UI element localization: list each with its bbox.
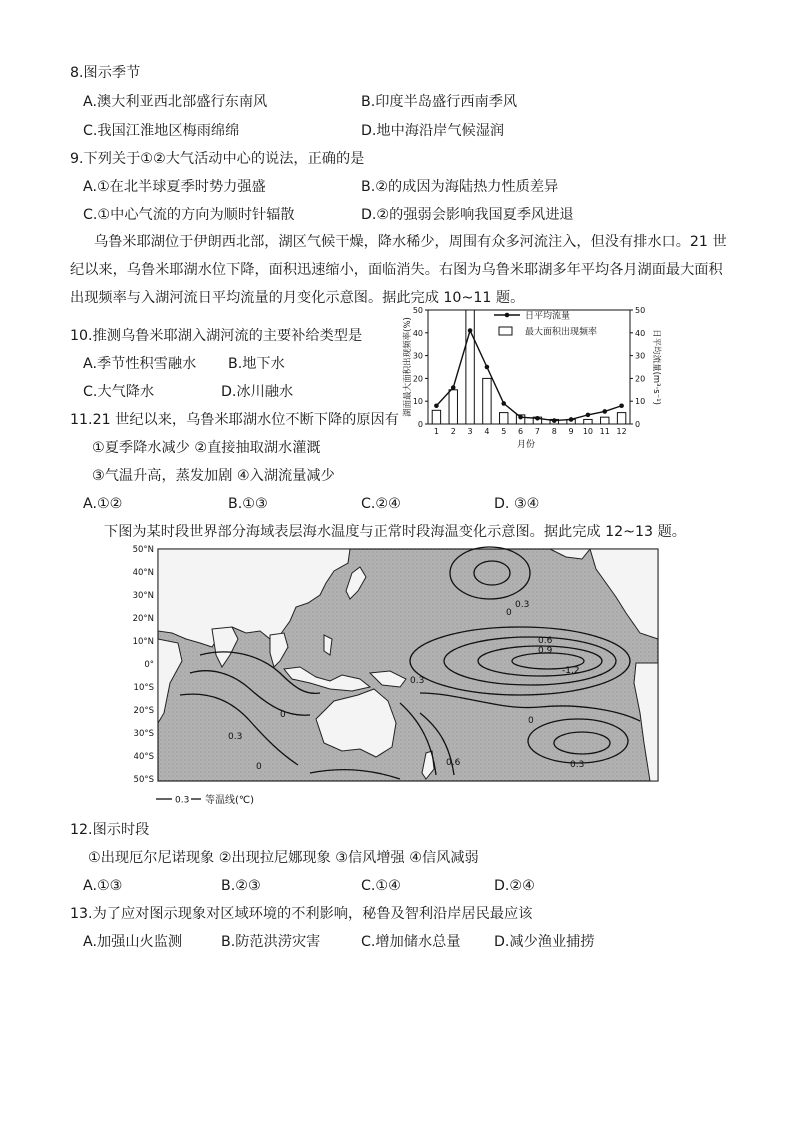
- q11-items-line2: ③气温升高，蒸发加剧 ④入湖流量减少: [92, 468, 335, 484]
- frequency-bar: [601, 417, 609, 424]
- lat-label-10s: 10°S: [133, 683, 154, 693]
- q11-items-line1: ①夏季降水减少 ②直接抽取湖水灌溉: [92, 440, 321, 456]
- q10-option-b: B.地下水: [228, 356, 285, 372]
- passage2: 下图为某时段世界部分海域表层海水温度与正常时段海温变化示意图。据此完成 12~13 题。: [104, 524, 686, 540]
- frequency-bar: [449, 390, 457, 424]
- left-axis-tick-label: 0: [417, 420, 423, 429]
- q8-option-a: A.澳大利亚西北部盛行东南风: [83, 94, 268, 110]
- flow-point: [619, 403, 624, 408]
- x-axis-tick-label: 1: [433, 427, 439, 436]
- x-axis-tick-label: 7: [534, 427, 540, 436]
- latitude-labels: [133, 545, 154, 785]
- x-axis-tick-label: 2: [450, 427, 456, 436]
- q9-option-c: C.①中心气流的方向为顺时针辐散: [83, 207, 295, 223]
- q12-stem: 12.图示时段: [70, 822, 150, 838]
- legend-dot-symbol: [505, 313, 510, 318]
- q9-option-d: D.②的强弱会影响我国夏季风进退: [361, 207, 574, 223]
- q13-option-a: A.加强山火监测: [83, 934, 183, 950]
- q12-option-c: C.①④: [361, 878, 401, 894]
- x-axis-tick-label: 11: [599, 427, 610, 436]
- passage1-line3: 出现频率与入湖河流日平均流量的月变化示意图。据此完成 10~11 题。: [70, 290, 525, 306]
- q13-stem: 13.为了应对图示现象对区域环境的不利影响，秘鲁及智利沿岸居民最应该: [70, 906, 533, 922]
- left-axis-tick-label: 50: [412, 306, 423, 315]
- flow-point: [485, 365, 490, 370]
- lat-label-10n: 10°N: [132, 637, 154, 647]
- q11-option-b: B.①③: [228, 496, 268, 512]
- q9-stem: 9.下列关于①②大气活动中心的说法，正确的是: [70, 151, 365, 167]
- lat-label-30n: 30°N: [132, 591, 154, 601]
- chart-right-axis-label: 日平均流量(m³·s⁻¹): [651, 329, 661, 405]
- flow-point: [569, 417, 574, 422]
- lat-label-20s: 20°S: [133, 706, 154, 716]
- philippines-landmass: [324, 635, 332, 655]
- q11-option-d: D. ③④: [494, 496, 540, 512]
- flow-point: [434, 403, 439, 408]
- legend-bar-label: 最大面积出现频率: [525, 327, 598, 338]
- map-legend-value: 0.3: [175, 795, 190, 806]
- x-axis-tick-label: 3: [467, 427, 473, 436]
- q9-option-b: B.②的成因为海陆热力性质差异: [361, 179, 559, 195]
- q12-option-d: D.②④: [494, 878, 535, 894]
- frequency-bar: [617, 413, 625, 424]
- flow-point: [602, 409, 607, 414]
- lat-label-40n: 40°N: [132, 568, 154, 578]
- x-axis-tick-label: 4: [484, 427, 490, 436]
- isotherm-label-2: 0: [280, 710, 286, 720]
- q10-option-d: D.冰川融水: [221, 384, 294, 400]
- flow-line: [436, 331, 621, 421]
- q11-option-a: A.①②: [83, 496, 123, 512]
- isotherm-label-3: 0: [256, 762, 262, 772]
- q11-stem: 11.21 世纪以来，乌鲁米耶湖水位不断下降的原因有: [70, 412, 399, 428]
- map-legend-text: 等温线(℃): [205, 795, 255, 806]
- q10-stem: 10.推测乌鲁米耶湖入湖河流的主要补给类型是: [70, 328, 363, 344]
- q10-option-a: A.季节性积雪融水: [83, 356, 197, 372]
- chart-left-axis-label: 湖面最大面积出现频率(%): [403, 317, 413, 417]
- right-axis-tick-label: 40: [635, 328, 646, 338]
- q8-option-c: C.我国江淮地区梅雨绵绵: [83, 123, 240, 139]
- flow-point: [451, 385, 456, 390]
- isotherm-label-10: -1.2: [562, 666, 580, 676]
- x-axis-tick-label: 8: [551, 427, 557, 436]
- isotherm-label-8: 0.6: [538, 636, 553, 646]
- x-axis-tick-label: 6: [518, 427, 524, 436]
- q8-option-b: B.印度半岛盛行西南季风: [361, 94, 518, 110]
- x-axis-tick-label: 9: [568, 427, 574, 436]
- lake-flow-chart: [398, 300, 666, 452]
- isotherm-label-1: 0.3: [515, 600, 530, 610]
- frequency-bar: [483, 378, 491, 424]
- lat-label-0: 0°: [144, 660, 154, 670]
- q12-option-b: B.②③: [221, 878, 261, 894]
- q8-option-d: D.地中海沿岸气候湿润: [361, 123, 505, 139]
- isotherm-label-11: 0: [506, 608, 512, 618]
- x-axis-tick-label: 10: [582, 427, 594, 436]
- isotherm-label-9: 0.9: [538, 646, 553, 656]
- isotherm-label-4: 0.3: [228, 732, 243, 742]
- legend-line-label: 日平均流量: [525, 311, 571, 322]
- q13-option-b: B.防范洪涝灾害: [221, 934, 321, 950]
- q13-option-d: D.减少渔业捕捞: [494, 934, 595, 950]
- lat-label-30s: 30°S: [133, 729, 154, 739]
- lat-label-50s: 50°S: [133, 775, 154, 785]
- frequency-bar: [432, 410, 440, 424]
- left-axis-tick-label: 10: [412, 397, 423, 407]
- right-axis-tick-label: 20: [635, 374, 646, 384]
- left-axis-tick-label: 30: [412, 351, 423, 361]
- flow-point: [468, 328, 473, 333]
- isotherm-label-7: 0.3: [570, 760, 585, 770]
- x-axis-tick-label: 12: [616, 427, 627, 436]
- passage1-line2: 纪以来，乌鲁米耶湖水位下降，面积迅速缩小，面临消失。右图为乌鲁米耶湖多年平均各月湖面最大面积: [70, 262, 723, 278]
- flow-point: [535, 416, 540, 421]
- left-axis-tick-label: 40: [412, 328, 423, 338]
- isotherm-label-12: 0.3: [410, 676, 425, 686]
- frequency-bar: [466, 310, 474, 424]
- frequency-bar: [584, 419, 592, 424]
- q12-items: ①出现厄尔尼诺现象 ②出现拉尼娜现象 ③信风增强 ④信风减弱: [88, 850, 479, 866]
- map-legend: [156, 793, 254, 806]
- isotherm-label-5: 0: [528, 716, 534, 726]
- q10-option-c: C.大气降水: [83, 384, 155, 400]
- q8-stem: 8.图示季节: [70, 65, 141, 81]
- lat-label-20n: 20°N: [132, 614, 154, 624]
- chart-ticks: [413, 306, 645, 436]
- lat-label-50n: 50°N: [132, 545, 154, 555]
- x-axis-tick-label: 5: [501, 427, 507, 436]
- q13-option-c: C.增加储水总量: [361, 934, 461, 950]
- flow-point: [518, 415, 523, 420]
- flow-point: [501, 401, 506, 406]
- sst-anomaly-map: [120, 543, 665, 808]
- q9-option-a: A.①在北半球夏季时势力强盛: [83, 179, 266, 195]
- q12-option-a: A.①③: [83, 878, 123, 894]
- flow-point: [586, 413, 591, 418]
- chart-x-label: 月份: [516, 440, 536, 450]
- right-axis-tick-label: 10: [635, 397, 646, 407]
- chart-line: [434, 328, 624, 423]
- left-axis-tick-label: 20: [412, 374, 423, 384]
- frequency-bar: [500, 413, 508, 424]
- passage1-line1: 乌鲁米耶湖位于伊朗西北部，湖区气候干燥，降水稀少，周围有众多河流注入，但没有排水口。21 世: [94, 234, 727, 250]
- right-axis-tick-label: 30: [635, 351, 646, 361]
- flow-point: [552, 418, 557, 423]
- q11-option-c: C.②④: [361, 496, 401, 512]
- right-axis-tick-label: 50: [635, 306, 646, 315]
- legend-bar-symbol: [499, 327, 512, 335]
- right-axis-tick-label: 0: [635, 420, 641, 429]
- isotherm-label-6: 0.6: [446, 758, 461, 768]
- chart-legend: [494, 310, 597, 338]
- lat-label-40s: 40°S: [133, 752, 154, 762]
